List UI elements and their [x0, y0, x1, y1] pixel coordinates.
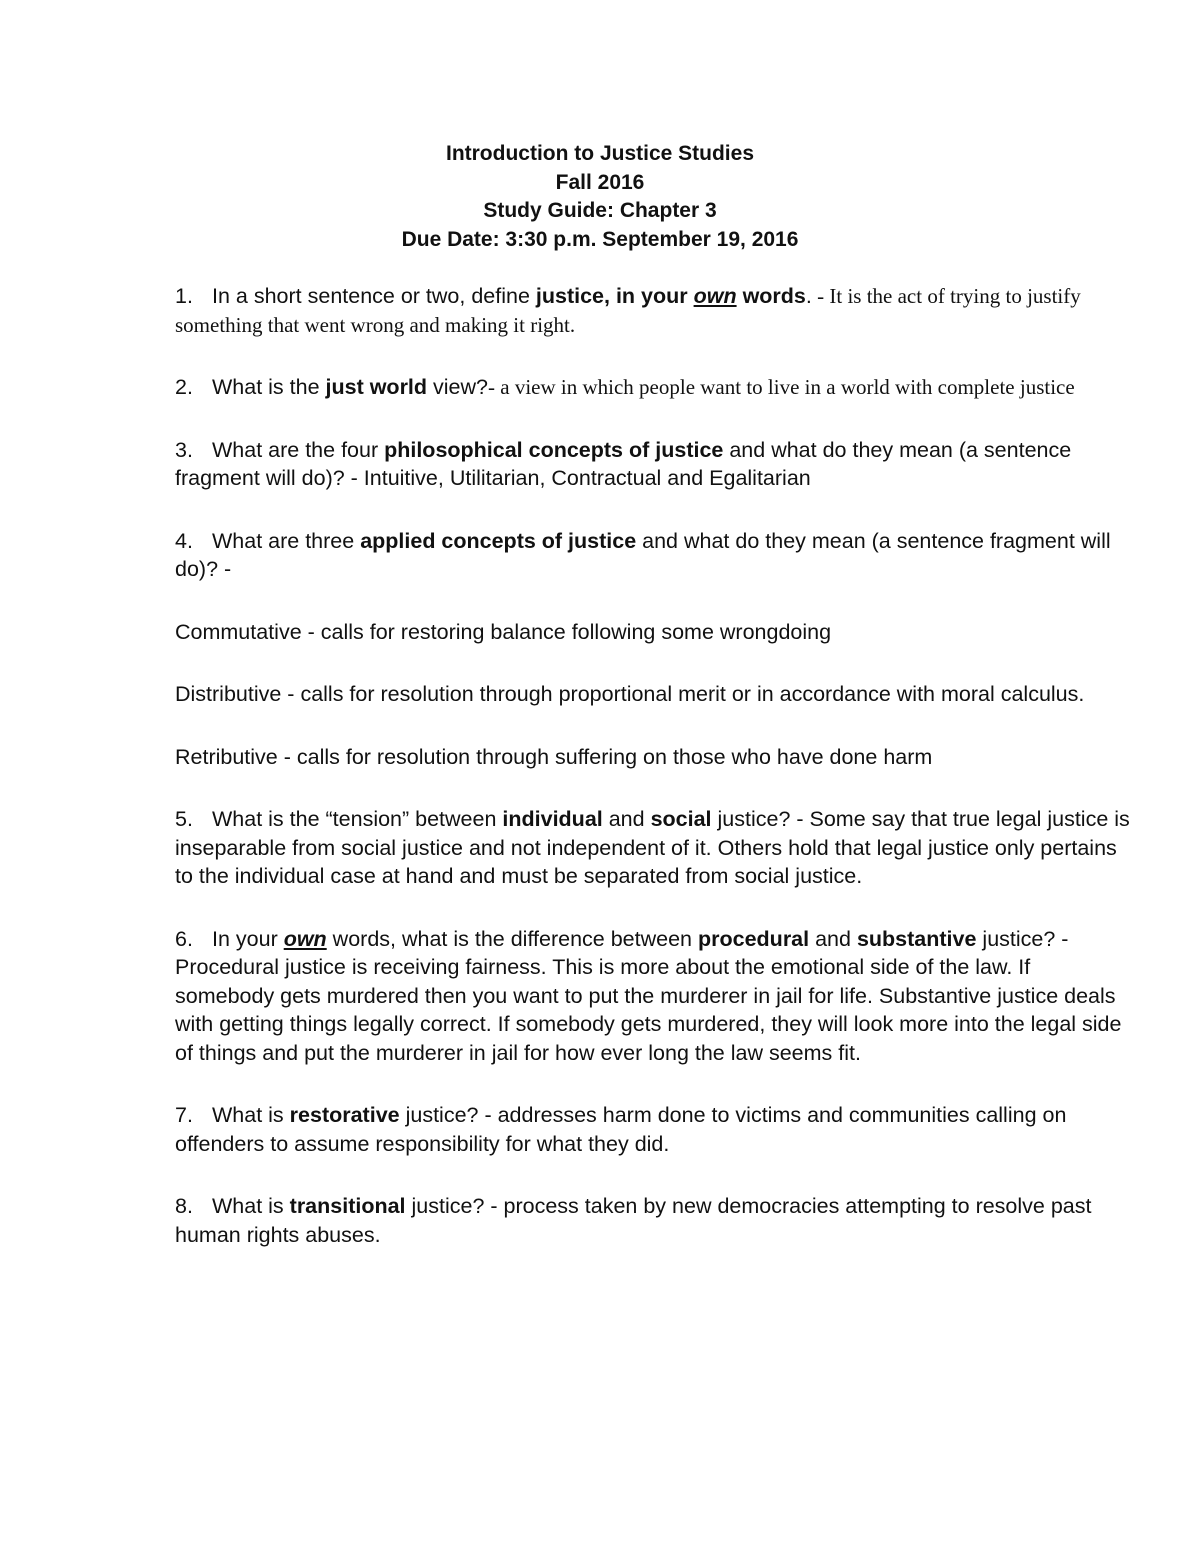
question-text: What is	[212, 1103, 290, 1127]
key-term: transitional	[289, 1194, 406, 1218]
guide-title: Study Guide: Chapter 3	[483, 199, 717, 222]
question-text: What is the “tension” between	[212, 807, 503, 831]
document-body	[175, 282, 1135, 1283]
term: Fall 2016	[555, 170, 645, 194]
question-number: 3.	[175, 437, 193, 462]
due-date: Due Date: 3:30 p.m. September 19, 2016	[401, 227, 799, 251]
question-text: In your	[212, 926, 284, 951]
question-number: 5.	[175, 807, 193, 831]
question-text: justice? - process taken by new democracies attempting to resolve past human rights abuses.	[175, 1194, 1092, 1247]
question-8	[175, 1192, 1135, 1249]
document-header	[0, 140, 1200, 254]
question-number: 7.	[175, 1103, 193, 1127]
question-text: .	[805, 284, 812, 308]
question-text: justice? - addresses harm done to victims and communities calling on offenders to assume responsibility for what they did.	[175, 1103, 1067, 1156]
question-text: and what do they mean (a sentence fragment will do)? - Intuitive, Utilitarian, Contractual and Egalitarian	[175, 437, 1072, 490]
question-7	[175, 1101, 1135, 1158]
question-text: and what do they mean (a sentence fragment will do)? -	[175, 528, 1111, 581]
answer-text: - a view in which people want to live in a world with complete justice	[488, 375, 1075, 399]
key-term: individual	[502, 807, 603, 831]
key-term: philosophical concepts of justice	[384, 437, 724, 462]
key-term: social	[650, 807, 712, 831]
key-term: substantive	[856, 926, 977, 951]
question-6	[175, 925, 1135, 1068]
question-text: What are three	[212, 528, 361, 553]
question-text: justice? - Some say that true legal justice is inseparable from social justice and not independent of it. Others hold that legal justice only pertains to the individual case at hand and must be separated from social justice.	[175, 807, 1130, 888]
question-text: In a short sentence or two, define	[212, 284, 536, 308]
key-term: just world	[325, 375, 428, 399]
question-text: What are the four	[212, 437, 385, 462]
answer-distributive: Distributive - calls for resolution through proportional merit or in accordance with moral calculus.	[175, 682, 1085, 706]
question-1	[175, 282, 1135, 339]
answer-retributive: Retributive - calls for resolution through suffering on those who have done harm	[175, 744, 933, 769]
key-term: justice, in your	[535, 284, 694, 308]
question-4	[175, 527, 1135, 584]
key-term: procedural	[698, 926, 810, 951]
question-number: 1.	[175, 284, 193, 308]
key-term: words	[736, 284, 806, 308]
question-number: 6.	[175, 926, 193, 951]
course-title: Introduction to Justice Studies	[445, 142, 755, 165]
question-text: and	[602, 807, 651, 831]
key-term: applied concepts of justice	[360, 528, 637, 553]
question-number: 2.	[175, 375, 193, 399]
question-text: What is the	[212, 375, 326, 399]
question-text: justice? - Procedural justice is receiving fairness. This is more about the emotional side of the law. If somebody gets murdered then you want to put the murderer in jail for life. Substantive justice deals with getting things legally correct. If somebody gets murdered, they will look more into the legal side of things and put the murderer in jail for how ever long the law seems fit.	[175, 926, 1122, 1065]
question-text: and	[809, 926, 857, 951]
answer-text: - It is the act of trying to justify something that went wrong and making it right.	[175, 284, 1081, 337]
question-text: What is	[212, 1194, 290, 1218]
key-term: restorative	[289, 1103, 400, 1127]
answer-commutative: Commutative - calls for restoring balance following some wrongdoing	[175, 619, 832, 644]
own-emphasis: own	[693, 284, 737, 308]
question-number: 4.	[175, 528, 193, 553]
question-5	[175, 805, 1135, 891]
own-emphasis: own	[283, 926, 327, 951]
question-text: view?	[427, 375, 488, 399]
question-3	[175, 436, 1135, 493]
question-number: 8.	[175, 1194, 193, 1218]
question-text: words, what is the difference between	[326, 926, 698, 951]
question-2	[175, 373, 1135, 402]
